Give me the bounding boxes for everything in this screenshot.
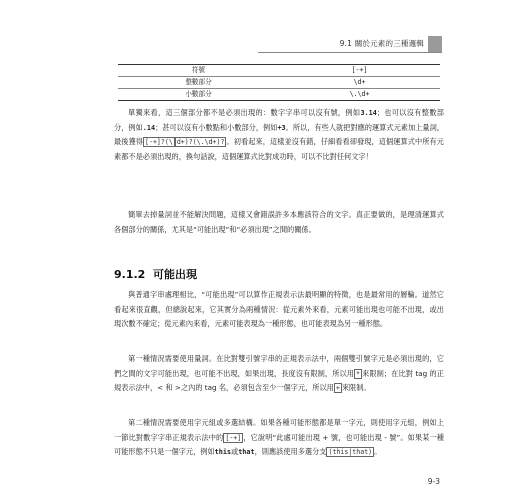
paragraph xyxy=(114,416,444,460)
text-run: 或 xyxy=(231,447,239,456)
paragraph xyxy=(114,208,444,237)
text-run: 。初看起來，這樣並沒有錯，仔細看看卻發現，這個運算式中所有元素都不是必須出現的，換句話說，這個運算式比對成功時，可以不比對任何文字！ xyxy=(114,137,444,161)
text-run: ，則應該使用多選分支 xyxy=(254,447,327,456)
header-rule xyxy=(258,52,442,53)
table-row xyxy=(118,77,440,89)
table-row xyxy=(118,89,440,101)
regex-box: * xyxy=(356,369,360,378)
page-number: 9-3 xyxy=(427,477,440,486)
section-number: 9.1.2 xyxy=(114,268,146,281)
table-cell-label: 小數部分 xyxy=(118,89,279,101)
number-parts-table xyxy=(118,64,440,101)
table-cell-value: \.\d+ xyxy=(279,89,440,101)
text-run: 簡單去掉量詞並不能解決問題，這樣又會錯誤許多本應該符合的文字。真正要做的，是理清運算式各個部分的關係，尤其是“可能出現”和“必須出現”之間的關係。 xyxy=(114,210,444,234)
table-cell-label: 符號 xyxy=(118,65,279,77)
paragraph xyxy=(114,106,444,164)
text-run: 。所以，有些人就把對應的運算式元素加上量詞，最後獲得 xyxy=(114,122,444,146)
text-run: 之內的 tag 名，必須包含至少一個字元，所以用 xyxy=(180,383,334,392)
running-header-title: 9.1 關於元素的三種邏輯 xyxy=(339,39,424,48)
text-run: 來限制；在比對 tag 的正規表示法中， xyxy=(114,368,444,392)
table-row xyxy=(118,65,440,77)
text-run: ，它說明“此處可能出現 + 號，也可能出現 - 號”。如果某一種可能形態不只是一個字元，例如 xyxy=(114,432,444,456)
paragraph xyxy=(114,288,444,332)
text-run: 與普通字串處理相比，“可能出現”可以算作正規表示法最明顯的特徵，也是最常用的層輪。道然它看起來很直觀，但總說起來，它其實分為兩種情況：從元素外來看，元素可能出現也可能不出現，或出現次數不確定；從元素內來看，元素可能表現為一種形態，也可能表現為另一種形態。 xyxy=(114,290,444,328)
text-run: ；甚可以沒有小數點和小數部分，例如 xyxy=(155,122,278,132)
regex-box: + xyxy=(335,384,340,392)
section-title: 可能出現 xyxy=(153,268,197,281)
text-run: 。 xyxy=(374,447,382,456)
text-run: 第二種情況需要使用字元組或多選結構。如果各種可能形態都是單一字元，則使用字元組，例如上一節比對數字字串正規表示法中的 xyxy=(114,418,444,442)
chapter-tab xyxy=(428,36,442,52)
text-run: < 和 > xyxy=(157,383,181,392)
inline-code: 3.14 xyxy=(360,109,377,117)
text-run: ；也可以沒有整數部分，例如 xyxy=(114,108,444,132)
running-header xyxy=(0,18,520,48)
text-run: 來限制。 xyxy=(341,383,371,392)
section-heading xyxy=(114,266,197,282)
inline-code: +3 xyxy=(277,123,286,132)
regex-box: [-+] xyxy=(225,433,242,442)
regex-box: [-+]?(\ xyxy=(145,138,173,146)
regex-box: d+)?(\.\d+)? xyxy=(176,138,225,146)
regex-box: (this|that) xyxy=(328,448,373,456)
inline-code: .14 xyxy=(142,123,156,132)
table-cell-label: 整數部分 xyxy=(118,77,279,89)
text-run: 單獨來看，這三個部分都不是必須出現的：數字字串可以沒有號，例如 xyxy=(128,108,361,117)
inline-code: this xyxy=(214,448,232,456)
table-cell-value: [-+] xyxy=(279,65,440,77)
text-run: 第一種情況需要使用量詞。在比對雙引號字串的正規表示法中，兩個雙引號字元是必須出現的，它們之間的文字可能出現，也可能不出現，如果出現，長度沒有限制，所以用 xyxy=(114,354,444,378)
paragraph xyxy=(114,352,444,396)
inline-code: that xyxy=(238,448,255,456)
table-cell-value: \d+ xyxy=(279,77,440,89)
